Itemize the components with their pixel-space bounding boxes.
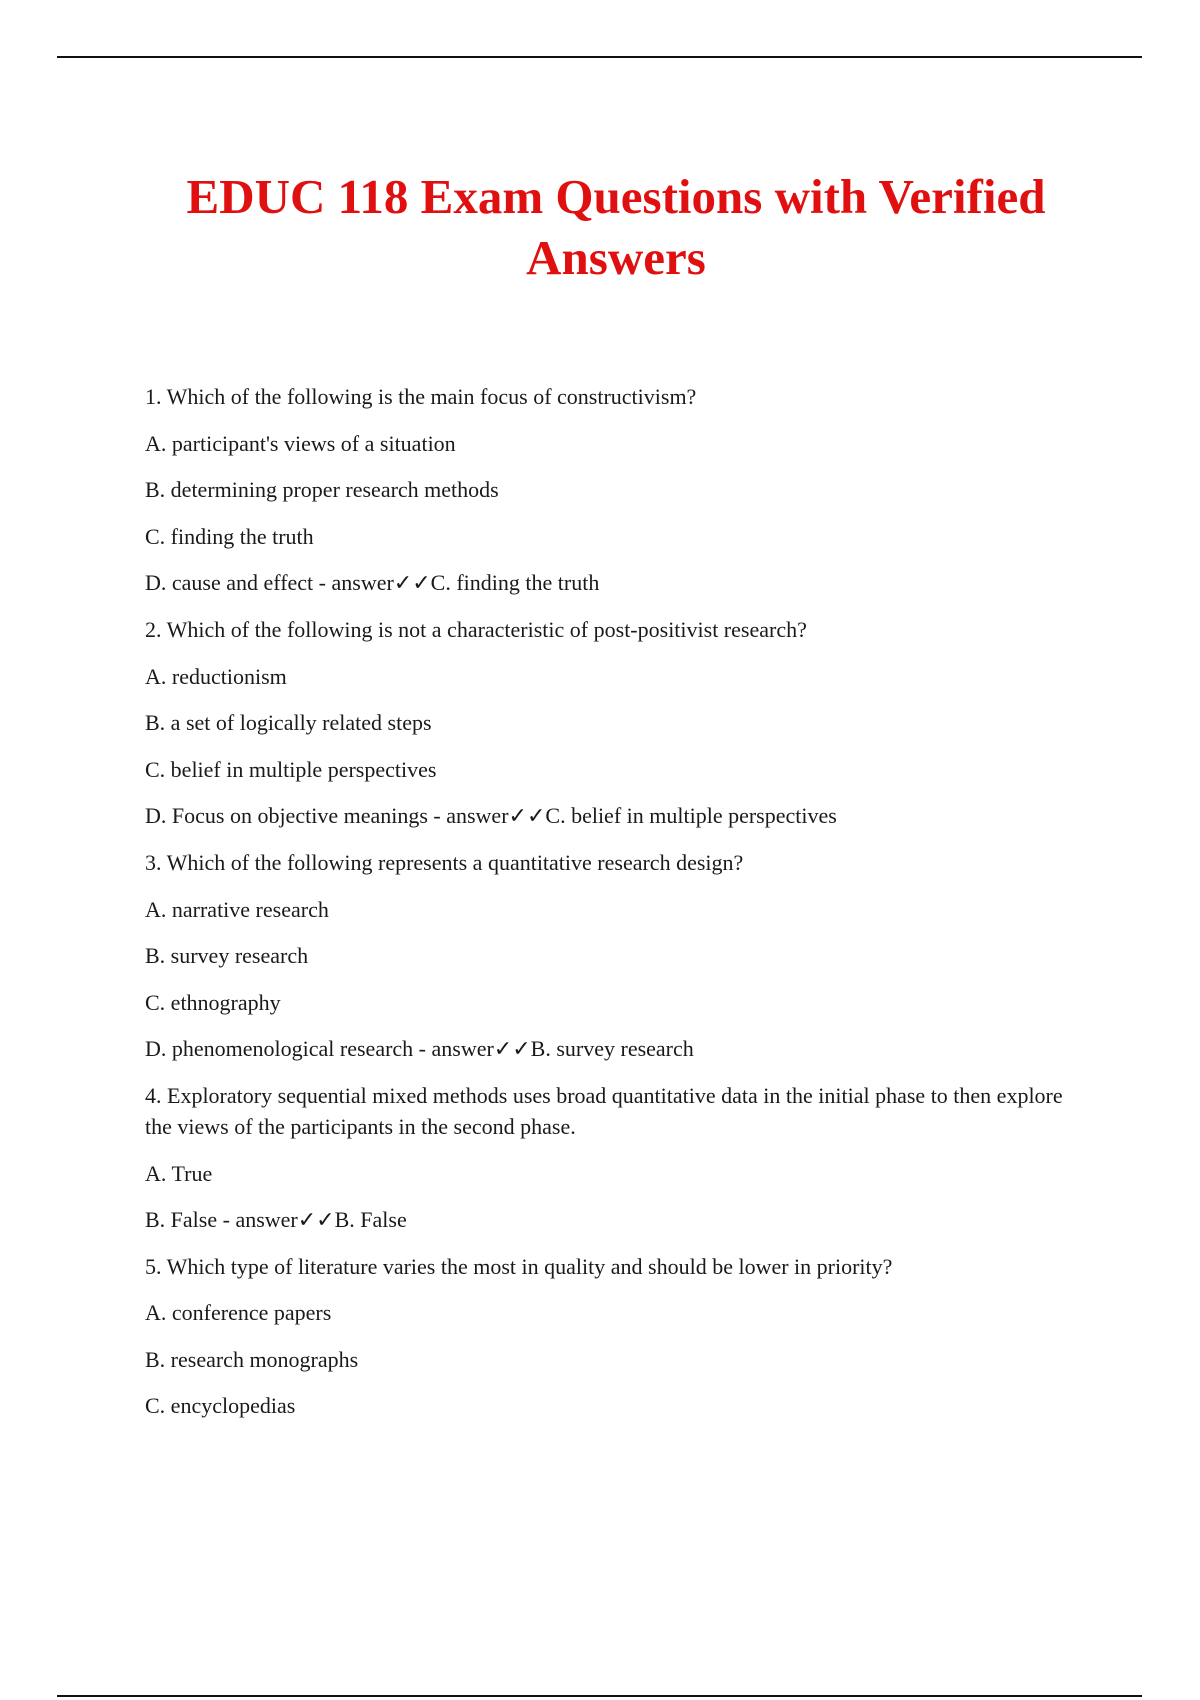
question-3-option-b: B. survey research xyxy=(145,943,309,969)
question-3: 3. Which of the following represents a quantitative research design? xyxy=(145,849,744,875)
question-1: 1. Which of the following is the main focus of constructivism? xyxy=(145,384,697,409)
question-1-option-b: B. determining proper research methods xyxy=(145,477,499,503)
question-1-option-a: A. participant's views of a situation xyxy=(145,430,456,456)
question-5-option-a: A. conference papers xyxy=(145,1300,332,1326)
question-1-answer: D. cause and effect - answer✓✓C. finding the truth xyxy=(145,570,600,596)
question-list xyxy=(145,381,1085,1421)
question-5: 5. Which type of literature varies the most in quality and should be lower in priority? xyxy=(145,1253,893,1279)
question-1-option-c: C. finding the truth xyxy=(145,523,314,549)
question-3-answer: D. phenomenological research - answer✓✓B. survey research xyxy=(145,1036,694,1062)
question-4-answer: B. False - answer✓✓B. False xyxy=(145,1207,407,1233)
document-title: EDUC 118 Exam Questions with Verified Answers xyxy=(186,169,1046,285)
question-4: 4. Exploratory sequential mixed methods uses broad quantitative data in the initial phase to then explore the views of the participants in the second phase. xyxy=(145,1082,1063,1139)
question-2-option-b: B. a set of logically related steps xyxy=(145,710,432,736)
question-4-option-a: A. True xyxy=(145,1160,213,1186)
footer-rule xyxy=(57,1695,1142,1697)
question-5-option-b: B. research monographs xyxy=(145,1346,359,1372)
question-3-option-a: A. narrative research xyxy=(145,896,329,922)
question-2-option-a: A. reductionism xyxy=(145,663,287,689)
question-2-option-c: C. belief in multiple perspectives xyxy=(145,756,437,782)
question-5-option-c: C. encyclopedias xyxy=(145,1393,296,1419)
question-2-answer: D. Focus on objective meanings - answer✓✓C. belief in multiple perspectives xyxy=(145,803,837,829)
header-rule xyxy=(57,56,1142,58)
question-2: 2. Which of the following is not a characteristic of post-positivist research? xyxy=(145,616,807,642)
question-3-option-c: C. ethnography xyxy=(145,989,281,1015)
